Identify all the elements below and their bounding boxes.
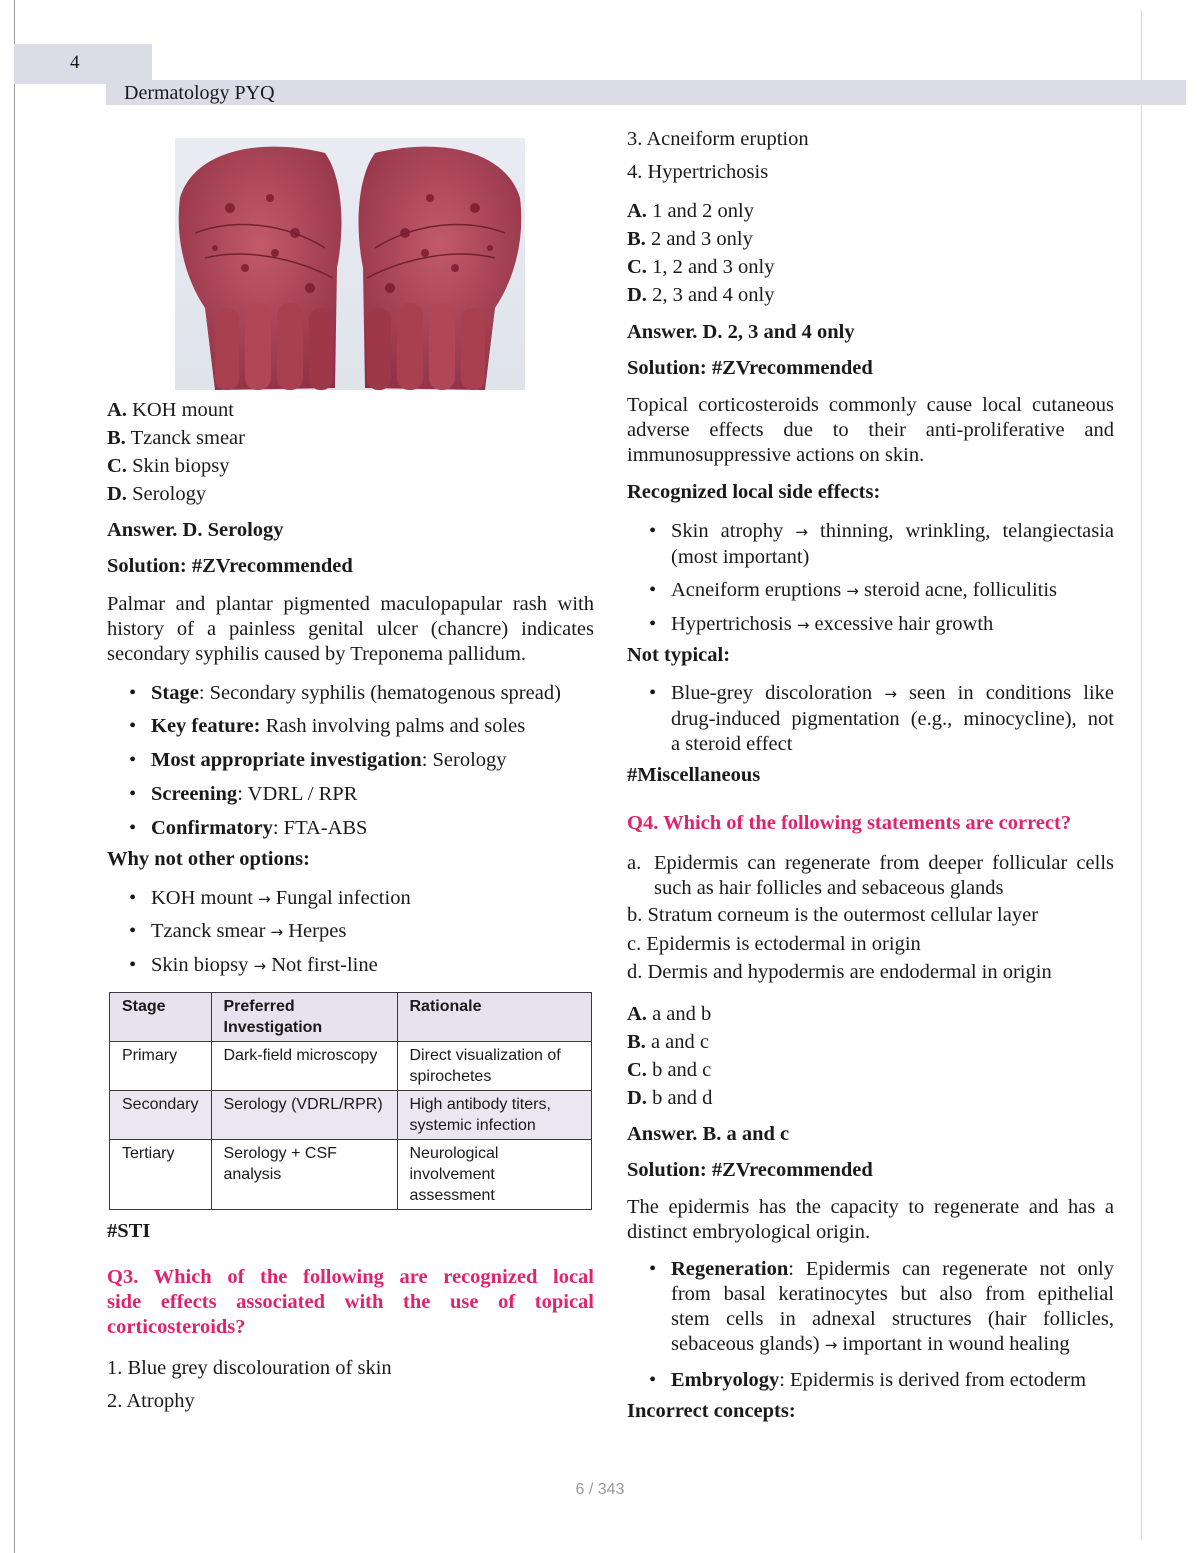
q3-statement-3: 3. Acneiform eruption [627, 128, 809, 150]
q2-bullet-confirmatory: • Confirmatory: FTA-ABS [151, 816, 367, 841]
q3-option-b: B. 2 and 3 only [627, 228, 753, 250]
q3-statement-2: 2. Atrophy [107, 1390, 195, 1412]
q4-option-c: C. b and c [627, 1059, 712, 1081]
q4-bullet-embryology: • Embryology: Epidermis is derived from ectoderm [671, 1368, 1086, 1393]
q4-question: Q4. Which of the following statements are correct? [627, 812, 1072, 834]
q2-option-c: C. Skin biopsy [107, 455, 230, 477]
q3-statement-4: 4. Hypertrichosis [627, 161, 769, 183]
q4-statement-c: c. Epidermis is ectodermal in origin [627, 933, 921, 955]
q2-bullet-key-feature: • Key feature: Rash involving palms and soles [151, 714, 525, 739]
recognized-bullet-atrophy: • Skin atrophy → thinning, wrinkling, telangiectasia (most important) [671, 519, 1114, 570]
q2-option-d: D. Serology [107, 483, 207, 505]
q4-option-a: A. a and b [627, 1003, 712, 1025]
table-cell: Secondary [110, 1091, 212, 1140]
q3-statement-1: 1. Blue grey discolouration of skin [107, 1357, 392, 1379]
q3-solution: Solution: #ZVrecommended [627, 357, 873, 379]
arrow-icon: → [824, 1336, 838, 1354]
table-row [110, 1042, 592, 1091]
table-cell: Dark-field microscopy [211, 1042, 397, 1091]
why-not-koh: • KOH mount → Fungal infection [151, 886, 411, 912]
running-header-title: Dermatology PYQ [124, 82, 275, 104]
arrow-icon: → [884, 685, 897, 703]
scan-edge [14, 0, 15, 1553]
q2-explanation: Palmar and plantar pigmented maculopapular rash with history of a painless genital ulcer (chancre) indicates secondary syphilis caused by Treponema pallidum. [107, 593, 594, 665]
arrow-icon: → [258, 890, 271, 908]
recognized-heading: Recognized local side effects: [627, 481, 881, 503]
q3-answer: Answer. D. 2, 3 and 4 only [627, 321, 855, 343]
arrow-icon: → [253, 957, 267, 975]
page-number: 4 [70, 52, 80, 73]
q4-solution: Solution: #ZVrecommended [627, 1159, 873, 1181]
table-cell: Serology (VDRL/RPR) [211, 1091, 397, 1140]
q2-answer: Answer. D. Serology [107, 519, 284, 541]
arrow-icon: → [795, 523, 808, 541]
palmar-rash-photo [175, 138, 525, 390]
table-header-cell: Stage [110, 993, 212, 1042]
page-number-tab [14, 44, 152, 84]
q2-option-a: A. KOH mount [107, 399, 234, 421]
q4-statement-b: b. Stratum corneum is the outermost cellular layer [627, 904, 1039, 926]
scan-edge-right [1141, 10, 1142, 1540]
q2-bullet-screening: • Screening: VDRL / RPR [151, 782, 357, 807]
q2-solution: Solution: #ZVrecommended [107, 555, 353, 577]
table-header-row [110, 993, 592, 1042]
recognized-bullet-hypertrichosis: • Hypertrichosis → excessive hair growth [671, 612, 993, 638]
q2-tag: #STI [107, 1220, 151, 1242]
page-counter: 6 / 343 [575, 1481, 625, 1498]
table-cell: Direct visualization of spirochetes [397, 1042, 592, 1091]
table-row [110, 1091, 592, 1140]
not-typical-heading: Not typical: [627, 644, 731, 666]
q4-explanation: The epidermis has the capacity to regenerate and has a distinct embryological origin. [627, 1196, 1114, 1243]
table-row [110, 1140, 592, 1210]
q3-option-c: C. 1, 2 and 3 only [627, 256, 775, 278]
not-typical-bullet: • Blue-grey discoloration → seen in conditions like drug-induced pigmentation (e.g., minocycline), not a steroid effect [671, 681, 1114, 757]
q3-option-d: D. 2, 3 and 4 only [627, 284, 775, 306]
table-cell: Serology + CSF analysis [211, 1140, 397, 1210]
arrow-icon: → [846, 582, 859, 600]
q3-option-a: A. 1 and 2 only [627, 200, 754, 222]
table-cell: Tertiary [110, 1140, 212, 1210]
q2-option-b: B. Tzanck smear [107, 427, 245, 449]
table-header-cell: Preferred Investigation [211, 993, 397, 1042]
palms-illustration [175, 138, 525, 390]
syphilis-investigation-table [109, 992, 592, 1210]
arrow-icon: → [270, 923, 284, 941]
why-not-biopsy: • Skin biopsy → Not first-line [151, 953, 378, 979]
q4-statement-d: d. Dermis and hypodermis are endodermal in origin [627, 961, 1052, 983]
why-not-tzanck: • Tzanck smear → Herpes [151, 919, 346, 945]
q4-option-d: D. b and d [627, 1087, 713, 1109]
q2-bullet-investigation: • Most appropriate investigation: Serology [151, 748, 507, 773]
q3-tag: #Miscellaneous [627, 764, 761, 786]
table-cell: Primary [110, 1042, 212, 1091]
q3-question: Q3. Which of the following are recognized local side effects associated with the use of topical corticosteroids? [107, 1266, 594, 1338]
q4-option-b: B. a and c [627, 1031, 709, 1053]
arrow-icon: → [796, 616, 810, 634]
q4-answer: Answer. B. a and c [627, 1123, 790, 1145]
table-cell: High antibody titers, systemic infection [397, 1091, 592, 1140]
table-cell: Neurological involvement assessment [397, 1140, 592, 1210]
q3-explanation: Topical corticosteroids commonly cause local cutaneous adverse effects due to their anti-proliferative and immunosuppressive actions on skin. [627, 394, 1114, 466]
recognized-bullet-acneiform: • Acneiform eruptions → steroid acne, folliculitis [671, 578, 1057, 604]
q2-bullet-stage: • Stage: Secondary syphilis (hematogenous spread) [151, 681, 561, 706]
incorrect-concepts-heading: Incorrect concepts: [627, 1400, 796, 1422]
table-header-cell: Rationale [397, 993, 592, 1042]
why-not-heading: Why not other options: [107, 848, 310, 870]
q4-bullet-regeneration: • Regeneration: Epidermis can regenerate not only from basal keratinocytes but also from epithelial stem cells in adnexal structures (hair follicles, sebaceous glands) → important in wound healing [671, 1257, 1114, 1358]
